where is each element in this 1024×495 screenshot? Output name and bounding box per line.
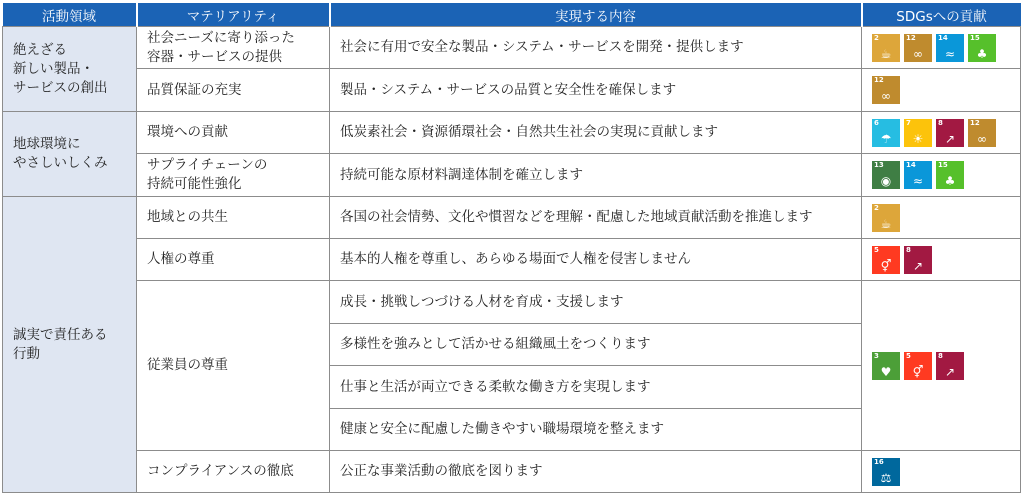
sdg-goal-number: 15 xyxy=(938,161,948,169)
table-row xyxy=(3,281,1021,324)
header-materiality: マテリアリティ xyxy=(137,3,330,27)
sdg-goal-number: 2 xyxy=(874,33,879,42)
sdg-goal-icon xyxy=(872,34,900,62)
sdg-goal-icon xyxy=(872,246,900,274)
sdg-goal-icon xyxy=(968,34,996,62)
sdg-cell xyxy=(862,197,1021,239)
area-line: 行動 xyxy=(13,345,40,362)
content-cell: 社会に有用で安全な製品・システム・サービスを開発・提供します xyxy=(330,27,862,69)
sdg-goal-icon xyxy=(872,76,900,104)
sdg-goal-number: 2 xyxy=(874,203,879,212)
fish-icon: ≈ xyxy=(912,174,924,188)
sdg-goal-icon xyxy=(936,34,964,62)
gender-icon: ⚥ xyxy=(880,258,892,273)
materiality-line: 品質保証の充実 xyxy=(147,81,242,98)
materiality-cell xyxy=(137,27,330,69)
area-line: 地球環境に xyxy=(13,136,81,152)
bowl-icon: ☕ xyxy=(880,216,892,231)
sdg-goal-number: 15 xyxy=(970,33,980,42)
area-cell xyxy=(3,27,137,112)
sdg-icon-group xyxy=(872,246,1020,274)
sdg-goal-number: 8 xyxy=(906,245,911,254)
materiality-line: 持続可能性強化 xyxy=(147,176,242,192)
sdg-goal-icon xyxy=(904,119,932,147)
area-cell xyxy=(3,197,137,493)
area-line: やさしいしくみ xyxy=(13,155,108,171)
header-content: 実現する内容 xyxy=(330,3,862,27)
area-cell xyxy=(3,112,137,197)
sdg-goal-icon xyxy=(904,246,932,274)
heartbeat-icon: ♥ xyxy=(880,364,892,379)
sun-icon: ☀ xyxy=(912,131,924,146)
sdg-icon-group xyxy=(872,119,1020,147)
table-row xyxy=(3,27,1021,69)
table-row xyxy=(3,154,1021,197)
sdg-goal-icon xyxy=(872,352,900,380)
growth-chart-icon: ↗ xyxy=(912,258,924,273)
materiality-table xyxy=(2,3,1021,493)
header-area: 活動領域 xyxy=(3,3,137,27)
sdg-goal-number: 7 xyxy=(906,118,911,127)
content-cell: 公正な事業活動の徹底を図ります xyxy=(330,451,862,493)
sdg-goal-number: 12 xyxy=(970,118,980,127)
sdg-goal-icon xyxy=(936,161,964,189)
sdg-goal-icon xyxy=(936,352,964,380)
growth-chart-icon: ↗ xyxy=(944,131,956,146)
content-cell: 仕事と生活が両立できる柔軟な働き方を実現します xyxy=(330,366,862,409)
sdg-goal-number: 12 xyxy=(906,33,916,42)
area-line: サービスの創出 xyxy=(13,79,108,96)
sdg-goal-number: 5 xyxy=(874,245,879,254)
infinity-icon: ∞ xyxy=(881,89,891,103)
sdg-goal-number: 8 xyxy=(938,118,943,127)
infinity-icon: ∞ xyxy=(977,131,987,146)
sdg-cell xyxy=(862,451,1021,493)
materiality-cell: 人権の尊重 xyxy=(137,239,330,281)
header-sdgs: SDGsへの貢献 xyxy=(862,3,1021,27)
content-cell: 各国の社会情勢、文化や慣習などを理解・配慮した地域貢献活動を推進します xyxy=(330,197,862,239)
content-cell: 持続可能な原材料調達体制を確立します xyxy=(330,154,862,197)
sdg-cell xyxy=(862,154,1021,197)
sdg-goal-icon xyxy=(936,119,964,147)
materiality-cell xyxy=(137,112,330,154)
table-row xyxy=(3,451,1021,493)
sdg-goal-icon xyxy=(968,119,996,147)
materiality-line: 容器・サービスの提供 xyxy=(147,48,282,65)
sdg-icon-group xyxy=(872,76,1020,104)
sdg-icon-group xyxy=(872,34,1020,62)
sdg-goal-number: 14 xyxy=(906,161,916,169)
sdg-goal-number: 12 xyxy=(874,76,884,84)
content-cell: 多様性を強みとして活かせる組織風土をつくります xyxy=(330,324,862,366)
sdg-goal-number: 8 xyxy=(938,351,943,360)
table-row xyxy=(3,69,1021,112)
sdg-icon-group xyxy=(872,204,1020,232)
sdg-cell xyxy=(862,239,1021,281)
gender-icon: ⚥ xyxy=(912,364,924,379)
drop-icon: ☂ xyxy=(880,131,892,146)
sdg-goal-icon xyxy=(872,161,900,189)
table-row xyxy=(3,239,1021,281)
materiality-cell: コンプライアンスの徹底 xyxy=(137,451,330,493)
area-line: 新しい製品・ xyxy=(13,60,94,77)
materiality-line: 環境への貢献 xyxy=(147,124,228,140)
sdg-goal-number: 14 xyxy=(938,33,948,42)
sdg-goal-icon xyxy=(904,161,932,189)
tree-icon: ♣ xyxy=(976,46,988,61)
materiality-cell: 従業員の尊重 xyxy=(137,281,330,451)
bowl-icon: ☕ xyxy=(880,46,892,61)
sdg-icon-group xyxy=(872,352,1020,380)
materiality-cell xyxy=(137,154,330,197)
sdg-cell xyxy=(862,112,1021,154)
infinity-icon: ∞ xyxy=(913,46,923,61)
table-row xyxy=(3,197,1021,239)
sdg-cell xyxy=(862,281,1021,451)
sdg-goal-icon xyxy=(872,458,900,486)
materiality-line: 社会ニーズに寄り添った xyxy=(147,29,295,46)
sdg-goal-number: 5 xyxy=(906,351,911,360)
growth-chart-icon: ↗ xyxy=(944,364,956,379)
materiality-cell: 地域との共生 xyxy=(137,197,330,239)
area-line: 誠実で責任ある xyxy=(13,326,108,343)
table-row xyxy=(3,112,1021,154)
content-cell: 健康と安全に配慮した働きやすい職場環境を整えます xyxy=(330,409,862,451)
sdg-goal-icon xyxy=(872,119,900,147)
content-cell: 基本的人権を尊重し、あらゆる場面で人権を侵害しません xyxy=(330,239,862,281)
content-cell: 成長・挑戦しつづける人材を育成・支援します xyxy=(330,281,862,324)
sdg-icon-group xyxy=(872,458,1020,486)
sdg-goal-icon xyxy=(904,352,932,380)
sdg-goal-icon xyxy=(904,34,932,62)
sdg-goal-number: 3 xyxy=(874,351,879,360)
eye-earth-icon: ◉ xyxy=(880,174,892,188)
sdg-goal-number: 13 xyxy=(874,161,884,169)
sdg-icon-group xyxy=(872,161,1020,189)
content-cell: 製品・システム・サービスの品質と安全性を確保します xyxy=(330,69,862,112)
area-line: 絶えざる xyxy=(13,41,67,58)
sdg-goal-number: 6 xyxy=(874,118,879,127)
dove-gavel-icon: ⚖ xyxy=(880,470,892,485)
content-cell: 低炭素社会・資源循環社会・自然共生社会の実現に貢献します xyxy=(330,112,862,154)
materiality-line: サプライチェーンの xyxy=(147,157,268,173)
tree-icon: ♣ xyxy=(944,174,956,188)
sdg-goal-number: 16 xyxy=(874,457,884,466)
fish-icon: ≈ xyxy=(944,46,956,61)
sdg-cell xyxy=(862,69,1021,112)
sdg-cell xyxy=(862,27,1021,69)
materiality-cell xyxy=(137,69,330,112)
sdg-goal-icon xyxy=(872,204,900,232)
